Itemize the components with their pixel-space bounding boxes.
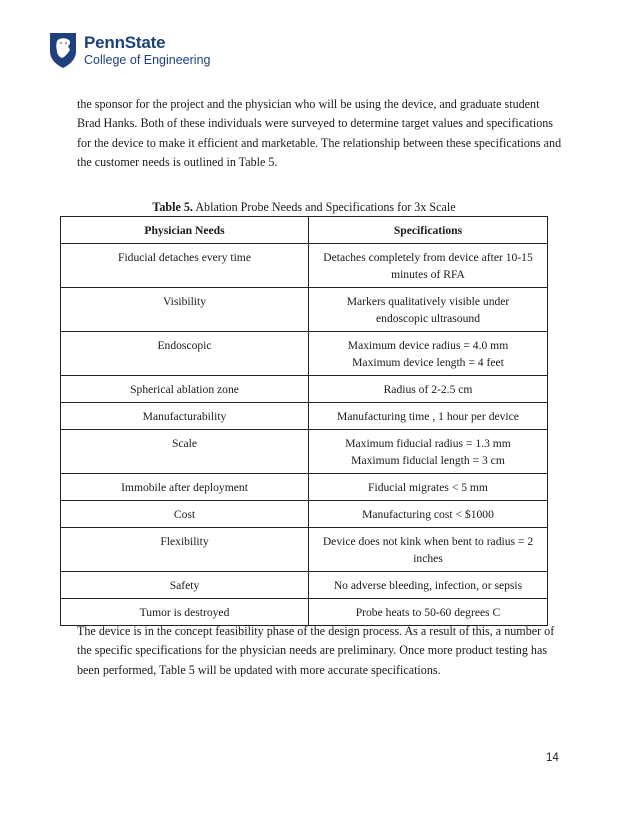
table-row xyxy=(61,474,548,501)
need-cell: Scale xyxy=(61,430,309,474)
table-body xyxy=(61,244,548,626)
table-row xyxy=(61,288,548,332)
spec-line: Probe heats to 50-60 degrees C xyxy=(355,606,501,619)
need-cell: Flexibility xyxy=(61,528,309,572)
spec-cell xyxy=(309,332,548,376)
spec-line: Maximum device radius = 4.0 mm xyxy=(347,339,509,352)
spec-cell xyxy=(309,474,548,501)
need-cell: Spherical ablation zone xyxy=(61,376,309,403)
spec-line: Manufacturing cost < $1000 xyxy=(362,508,494,521)
spec-cell xyxy=(309,501,548,528)
spec-line: No adverse bleeding, infection, or sepsis xyxy=(333,579,523,592)
header-specifications: Specifications xyxy=(309,217,548,244)
table-header-row xyxy=(61,217,548,244)
spec-line: Radius of 2-2.5 cm xyxy=(383,383,473,396)
page-number: 14 xyxy=(546,752,559,764)
spec-cell xyxy=(309,528,548,572)
need-cell: Endoscopic xyxy=(61,332,309,376)
spec-line: Maximum device length = 4 feet xyxy=(352,356,504,369)
table-row xyxy=(61,403,548,430)
spec-line: Maximum fiducial length = 3 cm xyxy=(351,454,505,467)
spec-line: Manufacturing time , 1 hour per device xyxy=(337,410,519,423)
need-cell: Tumor is destroyed xyxy=(61,599,309,626)
need-cell: Immobile after deployment xyxy=(61,474,309,501)
table-row xyxy=(61,376,548,403)
table-row xyxy=(61,244,548,288)
table-row xyxy=(61,572,548,599)
need-cell: Safety xyxy=(61,572,309,599)
closing-paragraph: The device is in the concept feasibility phase of the design process. As a result of this, a number of the specific specifications for the physician needs are preliminary. Once more product testing has been performed, Table 5 will be updated with more accurate specifications. xyxy=(77,624,555,677)
nittany-lion-shield-icon xyxy=(48,31,78,69)
spec-cell xyxy=(309,288,548,332)
need-cell: Cost xyxy=(61,501,309,528)
need-cell: Fiducial detaches every time xyxy=(61,244,309,288)
need-cell: Manufacturability xyxy=(61,403,309,430)
spec-cell xyxy=(309,244,548,288)
table-caption-label: Table 5. xyxy=(152,200,193,214)
spec-line: Detaches completely from device after 10-15 xyxy=(323,251,533,264)
spec-line: minutes of RFA xyxy=(391,268,465,281)
need-cell: Visibility xyxy=(61,288,309,332)
spec-line: Markers qualitatively visible under xyxy=(346,295,510,308)
table-caption xyxy=(60,200,548,215)
spec-cell xyxy=(309,430,548,474)
header-physician-needs: Physician Needs xyxy=(61,217,309,244)
spec-line: Maximum fiducial radius = 1.3 mm xyxy=(345,437,511,450)
table-row xyxy=(61,501,548,528)
brand-subtitle: College of Engineering xyxy=(84,52,211,67)
brand-name: PennState xyxy=(84,32,166,52)
spec-cell xyxy=(309,572,548,599)
table-row xyxy=(61,332,548,376)
page-header xyxy=(48,30,210,70)
table-caption-text: Ablation Probe Needs and Specifications for 3x Scale xyxy=(195,200,456,214)
spec-line: Device does not kink when bent to radius = 2 xyxy=(322,535,534,548)
specifications-table xyxy=(60,216,548,626)
spec-line: Fiducial migrates < 5 mm xyxy=(368,481,488,494)
spec-line: inches xyxy=(413,552,443,565)
table-row xyxy=(61,430,548,474)
spec-cell xyxy=(309,376,548,403)
intro-paragraph: the sponsor for the project and the physician who will be using the device, and graduate student Brad Hanks. Both of these individuals were surveyed to determine target values and specifications for the device to make it efficient and marketable. The relationship between these specifications and the customer needs is outlined in Table 5. xyxy=(77,97,562,169)
spec-cell xyxy=(309,403,548,430)
table-row xyxy=(61,528,548,572)
spec-line: endoscopic ultrasound xyxy=(376,312,480,325)
